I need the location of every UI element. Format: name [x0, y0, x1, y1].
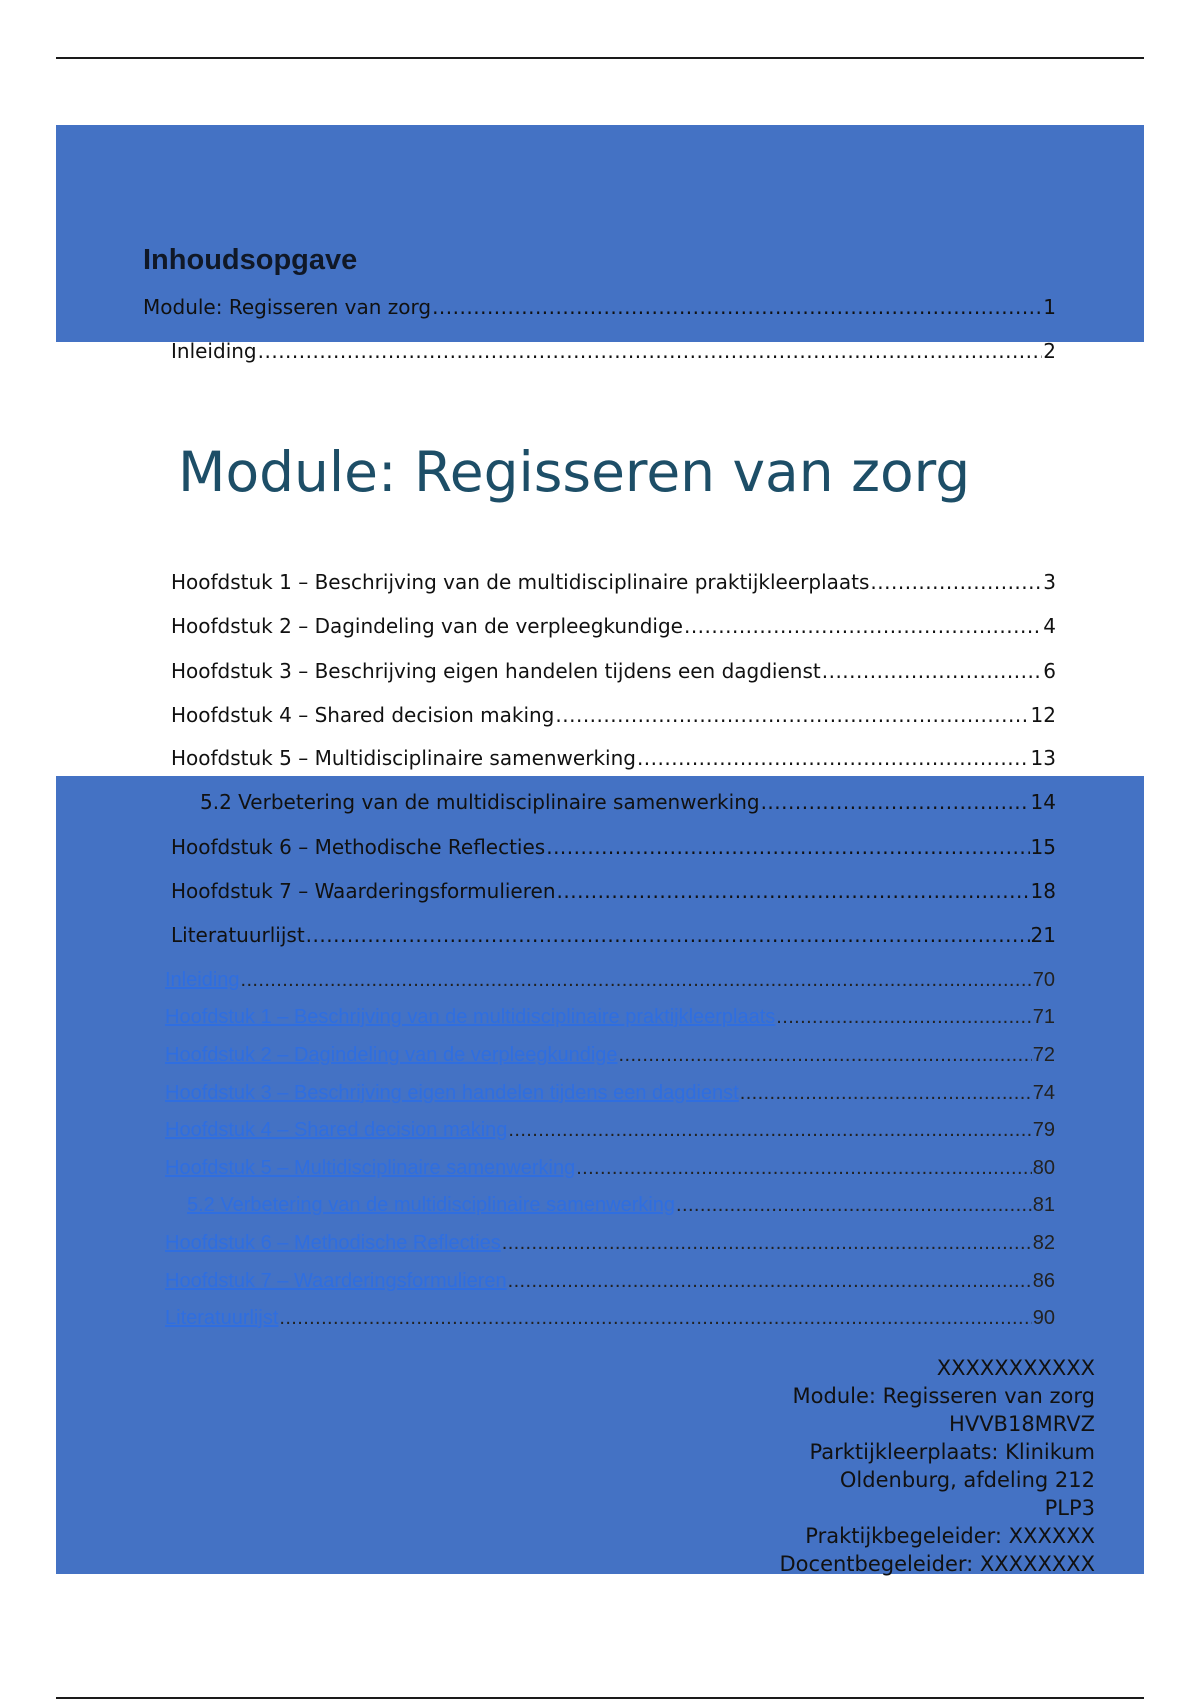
toc-entry-page: 2	[1043, 339, 1056, 363]
toc-entry-label: Hoofdstuk 6 – Methodische Reflecties	[171, 835, 546, 859]
teacher-supervisor: Docentbegeleider: XXXXXXXX	[779, 1552, 1095, 1576]
toc-link-chapter-3[interactable]	[165, 1079, 1055, 1107]
toc-link-label[interactable]: Hoofdstuk 4 – Shared decision making	[165, 1119, 508, 1141]
toc-chapter-5[interactable]	[171, 744, 1056, 772]
toc-entry-label: Hoofdstuk 1 – Beschrijving van de multidisciplinaire praktijkleerplaats	[171, 570, 870, 594]
document-info	[780, 1354, 1095, 1578]
dot-leader	[776, 1003, 1031, 1031]
toc-section-5-2[interactable]	[200, 788, 1056, 816]
toc-entry-page: 14	[1030, 790, 1056, 814]
toc-link-page: 86	[1032, 1270, 1055, 1292]
toc-link-page: 71	[1032, 1006, 1055, 1028]
toc-link-page: 82	[1032, 1232, 1055, 1254]
toc-entry-label: Hoofdstuk 3 – Beschrijving eigen handelen tijdens een dagdienst	[171, 659, 821, 683]
dot-leader	[619, 1041, 1032, 1069]
toc-entry-inleiding[interactable]	[171, 337, 1056, 365]
toc-link-page: 81	[1032, 1194, 1055, 1216]
toc-link-chapter-4[interactable]	[165, 1116, 1055, 1144]
toc-link-chapter-2[interactable]	[165, 1041, 1055, 1069]
dot-leader	[637, 744, 1030, 772]
module-title: Module: Regisseren van zorg	[178, 440, 971, 504]
toc-link-page: 72	[1032, 1044, 1055, 1066]
toc-link-label[interactable]: Hoofdstuk 6 – Methodische Reflecties	[165, 1232, 501, 1254]
bottom-rule	[56, 1697, 1144, 1699]
toc-link-page: 90	[1032, 1307, 1055, 1329]
toc-entry-label: Hoofdstuk 2 – Dagindeling van de verpleegkundige	[171, 614, 683, 638]
toc-link-label[interactable]: Hoofdstuk 3 – Beschrijving eigen handelen tijdens een dagdienst	[165, 1082, 739, 1104]
toc-entry-label: Inleiding	[171, 339, 257, 363]
toc-chapter-1[interactable]	[171, 568, 1056, 596]
dot-leader	[546, 833, 1029, 861]
toc-entry-page: 21	[1030, 923, 1056, 947]
toc-entry-page: 3	[1043, 570, 1056, 594]
toc-entry-page: 4	[1043, 614, 1056, 638]
internship-location: Parktijkleerplaats: Klinikum	[809, 1440, 1095, 1464]
internship-department: Oldenburg, afdeling 212	[839, 1468, 1095, 1492]
dot-leader	[508, 1267, 1032, 1295]
toc-link-label[interactable]: Hoofdstuk 7 – Waarderingsformulieren	[165, 1270, 507, 1292]
toc-entry-page: 12	[1030, 703, 1056, 727]
toc-link-literatuurlijst[interactable]	[165, 1304, 1055, 1332]
toc-chapter-4[interactable]	[171, 701, 1056, 729]
toc-literatuurlijst[interactable]	[171, 921, 1056, 949]
toc-link-label[interactable]: Hoofdstuk 5 – Multidisciplinaire samenwerking	[165, 1157, 576, 1179]
toc-link-page: 74	[1032, 1082, 1055, 1104]
dot-leader	[279, 1304, 1031, 1332]
toc-entry-label: Hoofdstuk 5 – Multidisciplinaire samenwerking	[171, 746, 636, 770]
toc-link-label[interactable]: Literatuurlijst	[165, 1307, 279, 1329]
toc-link-chapter-5[interactable]	[165, 1154, 1055, 1182]
toc-link-chapter-6[interactable]	[165, 1229, 1055, 1257]
dot-leader	[761, 788, 1030, 816]
toc-entry-label: Hoofdstuk 7 – Waarderingsformulieren	[171, 879, 556, 903]
top-rule	[56, 57, 1144, 59]
toc-link-label[interactable]: Hoofdstuk 2 – Dagindeling van de verpleegkundige	[165, 1044, 618, 1066]
dot-leader	[870, 568, 1042, 596]
toc-entry-module[interactable]	[143, 293, 1056, 321]
dot-leader	[555, 701, 1029, 729]
toc-entry-page: 15	[1030, 835, 1056, 859]
dot-leader	[676, 1191, 1032, 1219]
toc-entry-label: 5.2 Verbetering van de multidisciplinaire samenwerking	[200, 790, 760, 814]
dot-leader	[576, 1154, 1032, 1182]
module-name: Module: Regisseren van zorg	[792, 1384, 1095, 1408]
toc-link-label[interactable]: Hoofdstuk 1 – Beschrijving van de multidisciplinaire praktijkleerplaats	[165, 1006, 776, 1028]
toc-link-page: 79	[1032, 1119, 1055, 1141]
toc-link-chapter-7[interactable]	[165, 1267, 1055, 1295]
toc-entry-page: 6	[1043, 659, 1056, 683]
student-name: XXXXXXXXXXX	[936, 1356, 1095, 1380]
dot-leader	[557, 877, 1030, 905]
toc-link-inleiding[interactable]	[165, 966, 1055, 994]
dot-leader	[740, 1079, 1032, 1107]
toc-chapter-7[interactable]	[171, 877, 1056, 905]
dot-leader	[306, 921, 1030, 949]
dot-leader	[241, 966, 1032, 994]
plp-code: PLP3	[1044, 1496, 1095, 1520]
toc-link-label[interactable]: Inleiding	[165, 969, 240, 991]
dot-leader	[258, 337, 1043, 365]
toc-chapter-6[interactable]	[171, 833, 1056, 861]
toc-chapter-2[interactable]	[171, 612, 1056, 640]
module-code: HVVB18MRVZ	[949, 1412, 1095, 1436]
toc-entry-label: Literatuurlijst	[171, 923, 305, 947]
toc-heading: Inhoudsopgave	[143, 244, 358, 276]
toc-entry-page: 18	[1030, 879, 1056, 903]
toc-entry-page: 1	[1043, 295, 1056, 319]
toc-link-page: 80	[1032, 1157, 1055, 1179]
dot-leader	[502, 1229, 1032, 1257]
toc-entry-label: Module: Regisseren van zorg	[143, 295, 432, 319]
practice-supervisor: Praktijkbegeleider: XXXXXX	[805, 1524, 1095, 1548]
toc-link-section-5-2[interactable]	[187, 1191, 1055, 1219]
dot-leader	[508, 1116, 1031, 1144]
toc-entry-page: 13	[1030, 746, 1056, 770]
toc-chapter-3[interactable]	[171, 657, 1056, 685]
dot-leader	[684, 612, 1042, 640]
toc-entry-label: Hoofdstuk 4 – Shared decision making	[171, 703, 555, 727]
dot-leader	[432, 293, 1042, 321]
dot-leader	[822, 657, 1043, 685]
toc-link-label[interactable]: 5.2 Verbetering van de multidisciplinaire samenwerking	[187, 1194, 676, 1216]
toc-link-chapter-1[interactable]	[165, 1003, 1055, 1031]
toc-link-page: 70	[1032, 969, 1055, 991]
